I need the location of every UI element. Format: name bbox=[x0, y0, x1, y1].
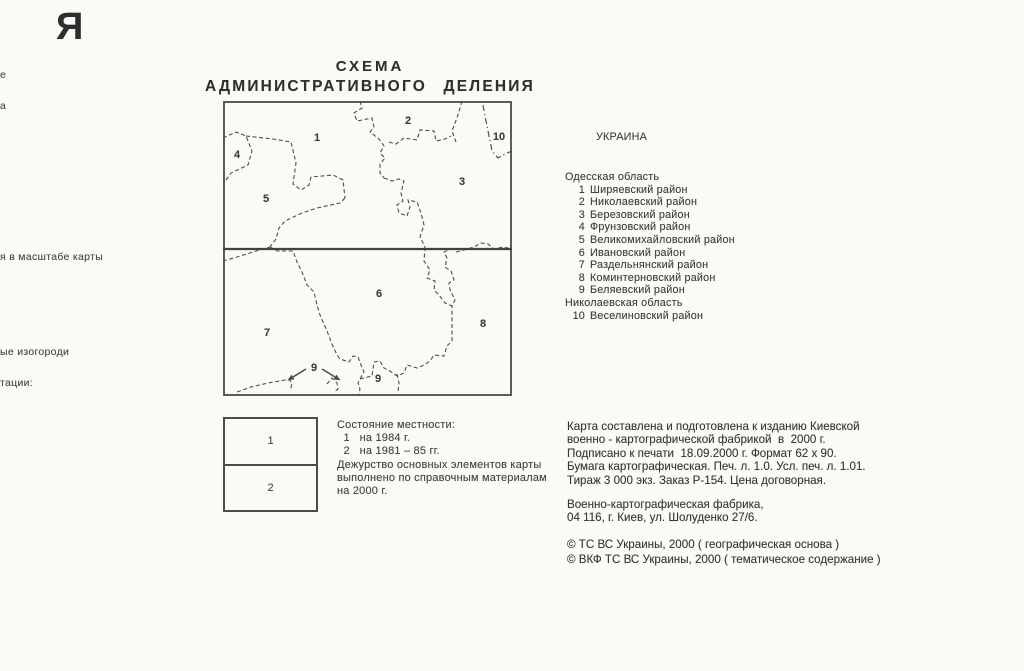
address-line: 04 116, г. Киев, ул. Шолуденко 27/6. bbox=[567, 511, 758, 525]
district-boundary-dashed bbox=[389, 130, 451, 144]
district-item bbox=[565, 221, 735, 234]
district-name: Веселиновский район bbox=[590, 309, 704, 322]
terrain-state-line: Состояние местности: bbox=[337, 419, 456, 431]
district-item bbox=[565, 272, 735, 285]
sheet-corner-letter: Я bbox=[56, 6, 84, 48]
terrain-state-note bbox=[337, 419, 547, 498]
sheet-index-label-1: 1 bbox=[267, 435, 274, 448]
map-district-number: 2 bbox=[404, 115, 412, 127]
map-district-number: 9 bbox=[374, 373, 382, 385]
map-district-number: 6 bbox=[375, 288, 383, 300]
district-item bbox=[565, 234, 735, 247]
map-district-number: 10 bbox=[492, 131, 506, 143]
address-line: Военно-картографическая фабрика, bbox=[567, 498, 764, 511]
terrain-state-line: на 2000 г. bbox=[337, 485, 388, 498]
district-name: Ивановский район bbox=[590, 246, 686, 259]
district-boundary-dashed bbox=[360, 306, 452, 379]
district-name: Раздельнянский район bbox=[590, 259, 709, 272]
country-label: УКРАИНА bbox=[596, 131, 647, 144]
map-district-number: 8 bbox=[479, 318, 487, 330]
publisher-address bbox=[567, 498, 764, 525]
copyright-note bbox=[567, 538, 881, 567]
imprint-line: Подписано к печати 18.09.2000 г. Формат 62 х 90. bbox=[567, 446, 837, 460]
sheet-index-cell-1 bbox=[225, 419, 316, 464]
district-boundary-dashed bbox=[237, 380, 292, 392]
map-district-number: 4 bbox=[233, 149, 241, 161]
district-item bbox=[565, 310, 735, 323]
copyright-line: © ВКФ ТС ВС Украины, 2000 ( тематическое содержание ) bbox=[567, 552, 881, 566]
district-boundary-dashed bbox=[246, 136, 345, 198]
district-boundary-dashed bbox=[327, 378, 338, 392]
district-number: 6 bbox=[578, 246, 585, 259]
sheet-index-diagram bbox=[223, 417, 318, 512]
district-name: Великомихайловский район bbox=[590, 233, 735, 246]
district-boundary-dashed bbox=[354, 101, 385, 178]
copyright-line: © ТС ВС Украины, 2000 ( географическая основа ) bbox=[567, 538, 840, 551]
terrain-state-line: Дежурство основных элементов карты bbox=[337, 458, 542, 471]
district-item bbox=[565, 209, 735, 222]
district-boundary-dashed bbox=[270, 198, 345, 247]
administrative-division-map bbox=[223, 101, 512, 396]
scheme-title-line1: СХЕМА bbox=[335, 58, 405, 75]
district-number: 10 bbox=[572, 309, 585, 322]
label-pointer-arrow bbox=[293, 369, 306, 377]
sheet-index-cell-2 bbox=[225, 464, 316, 511]
map-district-number: 3 bbox=[458, 176, 466, 188]
imprint-line: Карта составлена и подготовлена к изданию Киевской bbox=[567, 420, 860, 433]
map-district-number: 7 bbox=[263, 327, 271, 339]
district-item bbox=[565, 247, 735, 260]
district-number: 8 bbox=[578, 271, 585, 284]
district-item bbox=[565, 184, 735, 197]
terrain-state-line: выполнено по справочным материалам bbox=[337, 471, 547, 484]
district-groups bbox=[565, 171, 735, 322]
district-boundary-dashed bbox=[456, 243, 512, 252]
district-list bbox=[565, 106, 735, 347]
district-boundary-dashed bbox=[452, 101, 462, 142]
district-name: Коминтерновский район bbox=[590, 271, 716, 284]
oblast-name: Одесская область bbox=[565, 170, 660, 183]
cut-off-text-fragment: е bbox=[0, 69, 7, 81]
district-number: 3 bbox=[578, 208, 585, 221]
district-boundary-dashed bbox=[397, 374, 399, 392]
district-item bbox=[565, 259, 735, 272]
map-district-number: 1 bbox=[313, 132, 321, 144]
oblast-name: Николаевская область bbox=[565, 296, 683, 309]
map-district-number: 9 bbox=[310, 362, 318, 374]
cut-off-text-fragment: я в масштабе карты bbox=[0, 251, 104, 263]
imprint-line: Тираж 3 000 экз. Заказ Р-154. Цена договорная. bbox=[567, 473, 827, 487]
imprint-note bbox=[567, 420, 866, 487]
district-number: 1 bbox=[578, 183, 585, 196]
district-name: Ширяевский район bbox=[590, 183, 688, 196]
district-boundary-dashed bbox=[424, 247, 455, 306]
district-name: Беляевский район bbox=[590, 284, 685, 297]
imprint-line: Бумага картографическая. Печ. л. 1.0. Усл. печ. л. 1.01. bbox=[567, 460, 866, 474]
scheme-title-line2: АДМИНИСТРАТИВНОГО ДЕЛЕНИЯ bbox=[205, 78, 535, 95]
district-number: 7 bbox=[578, 259, 585, 272]
district-number: 9 bbox=[578, 284, 585, 297]
district-number: 4 bbox=[578, 221, 585, 234]
district-name: Березовский район bbox=[590, 208, 690, 221]
terrain-state-line: 2 на 1981 – 85 гг. bbox=[337, 445, 440, 458]
cut-off-text-fragment: а bbox=[0, 100, 7, 112]
district-item bbox=[565, 196, 735, 209]
district-boundary-dashed bbox=[384, 178, 425, 247]
district-name: Фрунзовский район bbox=[590, 221, 691, 234]
imprint-line: военно - картографической фабрикой в 2000 г. bbox=[567, 433, 826, 447]
cut-off-text-fragment: ые изогороди bbox=[0, 346, 70, 358]
label-pointer-arrow bbox=[322, 369, 335, 377]
district-number: 5 bbox=[578, 233, 585, 246]
district-item bbox=[565, 284, 735, 297]
district-number: 2 bbox=[578, 196, 585, 209]
cut-off-text-fragment: тации: bbox=[0, 377, 33, 389]
scheme-title bbox=[170, 58, 570, 96]
terrain-state-line: 1 на 1984 г. bbox=[337, 432, 411, 445]
map-district-number: 5 bbox=[262, 193, 270, 205]
sheet-index-label-2: 2 bbox=[267, 481, 274, 494]
district-name: Николаевский район bbox=[590, 196, 698, 209]
